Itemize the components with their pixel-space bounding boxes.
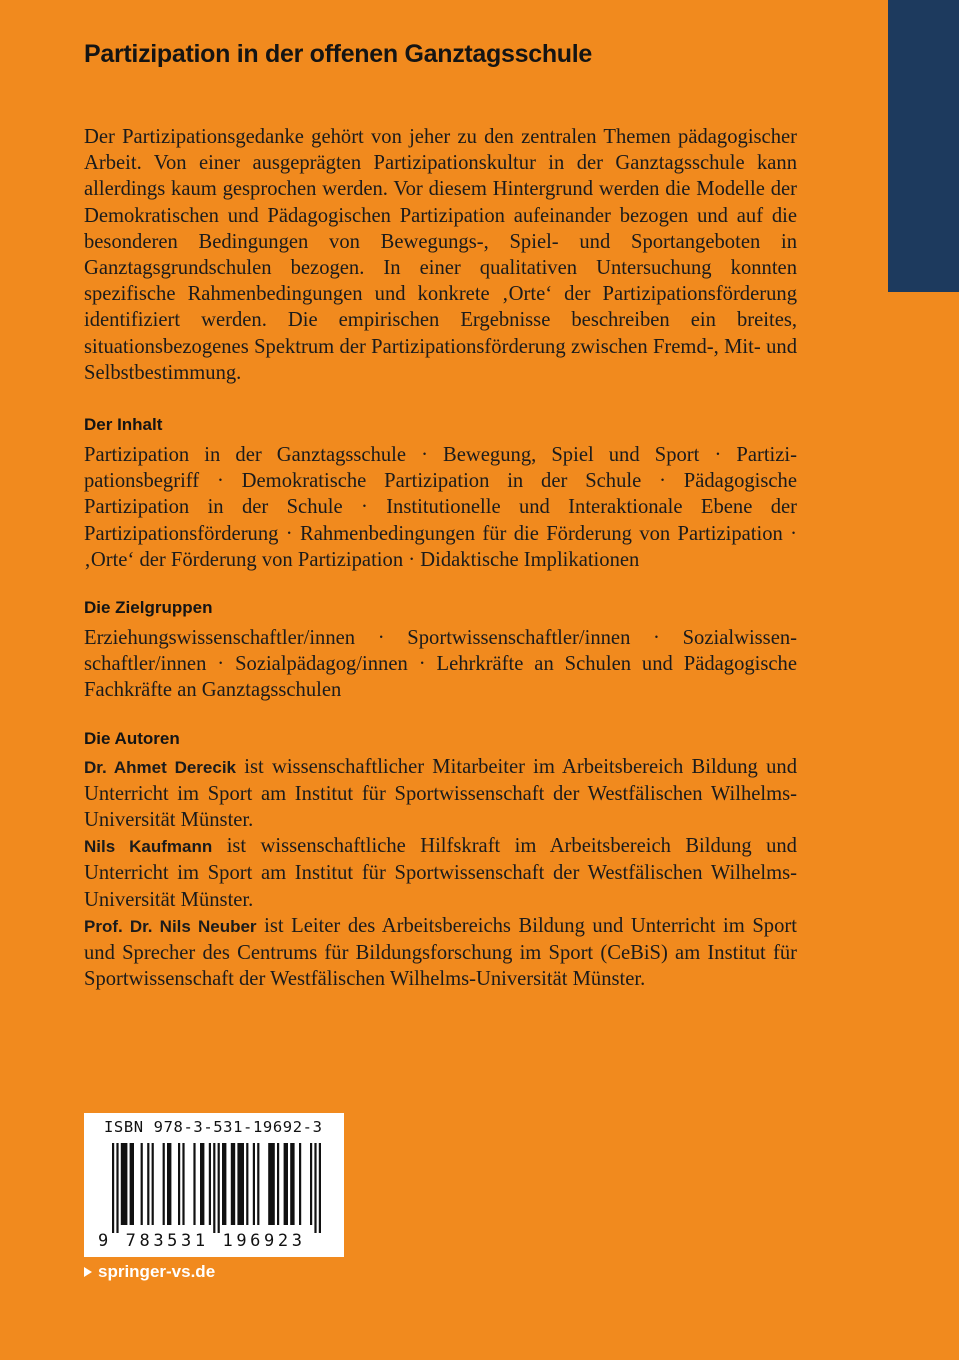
barcode-bar xyxy=(152,1143,154,1225)
author-description: ist wissenschaftliche Hilfskraft im Arbeitsbereich Bildung und Unterricht im Sport am Institut für Sportwissenschaft der Westfälischen Wilhelms-Universität Münster. xyxy=(84,835,797,911)
barcode-bar xyxy=(237,1143,244,1225)
author-bio xyxy=(84,913,797,993)
author-bio xyxy=(84,754,797,834)
barcode-bar xyxy=(167,1143,171,1225)
barcode-bar xyxy=(141,1143,143,1225)
barcode-bar xyxy=(182,1143,184,1225)
author-bio xyxy=(84,833,797,913)
barcode-bar xyxy=(178,1143,180,1225)
publisher-link[interactable] xyxy=(84,1262,215,1282)
barcode-bar xyxy=(277,1143,279,1225)
barcode-bar xyxy=(314,1143,316,1233)
barcode-bar xyxy=(116,1143,118,1233)
barcode-bar xyxy=(130,1143,134,1225)
spine-band xyxy=(888,0,959,292)
ean-digits: 9 783531 196923 xyxy=(98,1231,306,1251)
content-heading: Der Inhalt xyxy=(84,415,163,435)
author-description: ist Leiter des Arbeitsbereichs Bildung und Unterricht im Sport und Sprecher des Centrums für Bildungsforschung im Sport (CeBiS) am Institut für Sportwissenschaft der Westfälischen Wilhelms-Universität Münster. xyxy=(84,914,797,991)
authors-heading: Die Autoren xyxy=(84,728,180,748)
barcode-bar xyxy=(253,1143,255,1225)
barcode-icon xyxy=(100,1143,328,1233)
barcode-bar xyxy=(112,1143,114,1233)
content-text: Partizipation in der Ganztagsschule · Bewegung, Spiel und Sport · Partizipationsbegriff · Demokratische Partizipation in der Schule · Pädagogische Partizipation in der Schule · Institutionelle und Interaktionale Ebene der Partizipationsförderung · Rahmenbedingungen für die Förderung von Partizipation · ‚Orte‘ der Förderung von Partizipation · Didaktische Implikationen xyxy=(84,444,797,571)
barcode-bar xyxy=(147,1143,149,1225)
barcode-bar xyxy=(231,1143,235,1225)
barcode-bar xyxy=(257,1143,259,1225)
barcode-bar xyxy=(319,1143,321,1233)
audience-heading: Die Zielgruppen xyxy=(84,598,213,618)
barcode-bar xyxy=(290,1143,294,1225)
isbn-barcode-box xyxy=(84,1113,344,1257)
author-description: ist wissenschaftlicher Mitarbeiter im Arbeitsbereich Bildung und Unterricht im Sport am Institut für Sportwissenschaft der Westfälischen Wilhelms-Universität Münster. xyxy=(84,755,797,832)
barcode-bar xyxy=(209,1143,211,1225)
barcode-bar xyxy=(284,1143,288,1225)
intro-paragraph: Der Partizipationsgedanke gehört von jeher zu den zentralen Themen pädagogischer Arbeit. Von einer ausgeprägten Partizipationskultur in der Ganztagsschule kann allerdings kaum gesprochen werden. Vor diesem Hintergrund werden die Modelle der Demokratischen und Pädagogischen Partizipation aufeinander bezogen und auf die besonderen Bedingungen von Bewegungs-, Spiel- und Sportangeboten in Ganztagsgrundschulen bezogen. In einer qualitativen Untersuchung konnten spezifische Rahmenbedingungen und konkrete ‚Orte‘ der Partizipationsförderung identifiziert werden. Die empirischen Ergebnisse beschreiben ein breites, situationsbezogenes Spektrum der Partizipationsförderung zwischen Fremd-, Mit- und Selbstbestimmung. xyxy=(84,126,797,384)
barcode-bar xyxy=(121,1143,128,1225)
barcode-bar xyxy=(268,1143,275,1225)
author-name: Nils Kaufmann xyxy=(84,837,213,857)
author-name: Dr. Ahmet Derecik xyxy=(84,757,237,777)
back-cover-content xyxy=(84,124,797,992)
isbn-label: ISBN 978-3-531-19692-3 xyxy=(104,1118,323,1136)
barcode-bar xyxy=(213,1143,215,1233)
barcode-bar xyxy=(246,1143,248,1225)
book-title: Partizipation in der offenen Ganztagsschule xyxy=(84,40,593,68)
barcode-bar xyxy=(163,1143,165,1225)
barcode-bar xyxy=(200,1143,204,1225)
arrow-icon xyxy=(84,1267,92,1277)
author-name: Prof. Dr. Nils Neuber xyxy=(84,916,257,936)
barcode-bar xyxy=(222,1143,226,1225)
publisher-url: springer-vs.de xyxy=(98,1262,216,1281)
barcode-bar xyxy=(193,1143,195,1225)
barcode-bar xyxy=(299,1143,301,1225)
barcode-bar xyxy=(218,1143,220,1233)
barcode-bar xyxy=(310,1143,312,1225)
audience-text: Erziehungswissenschaftler/innen · Sportwissenschaftler/innen · Sozialwissenschaftler/innen · Sozialpädagog/innen · Lehrkräfte an Schulen und Pädagogische Fachkräfte an Ganztagsschulen xyxy=(84,627,797,702)
